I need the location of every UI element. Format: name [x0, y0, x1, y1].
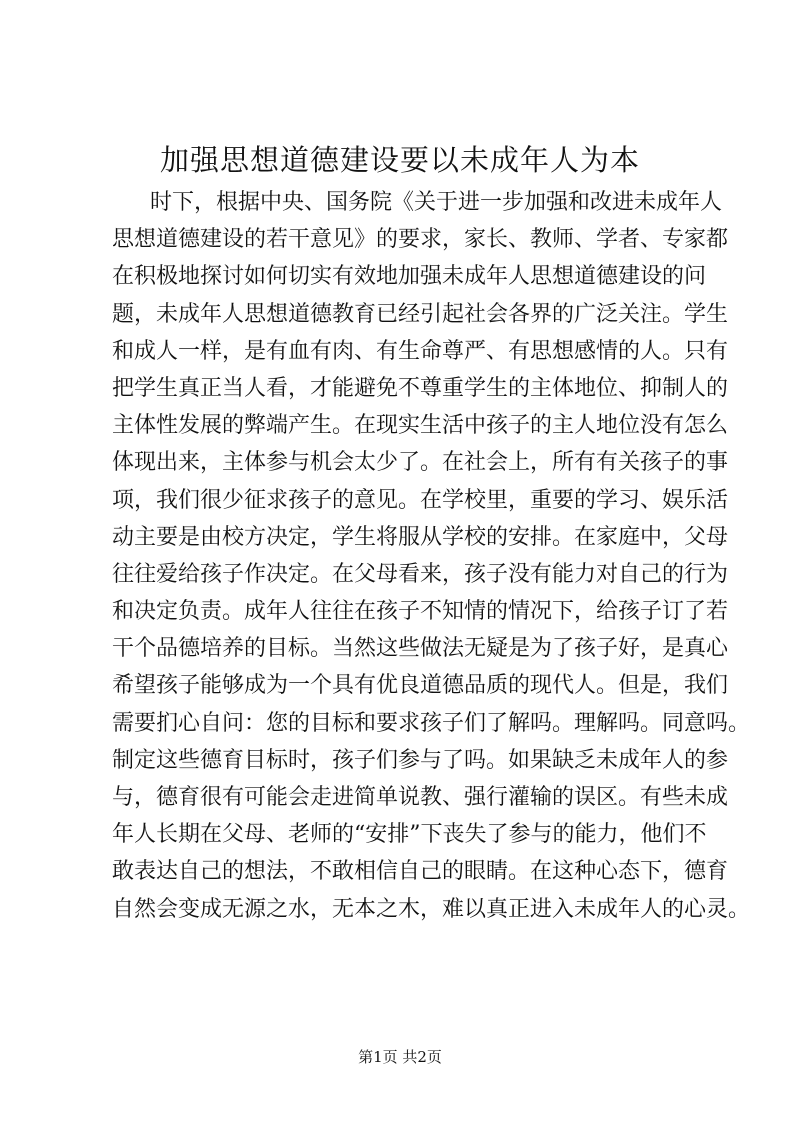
body-line: 和决定负责。成年人往往在孩子不知情的情况下，给孩子订了若 — [112, 599, 729, 625]
body-line: 主体性发展的弊端产生。在现实生活中孩子的主人地位没有怎么 — [112, 413, 729, 439]
document-body — [112, 184, 751, 928]
body-line: 自然会变成无源之水，无本之木，难以真正进入未成年人的心灵。 — [112, 896, 751, 922]
body-line: 体现出来，主体参与机会太少了。在社会上，所有有关孩子的事 — [112, 450, 729, 476]
body-line: 项，我们很少征求孩子的意见。在学校里，重要的学习、娱乐活 — [112, 487, 729, 513]
body-line: 干个品德培养的目标。当然这些做法无疑是为了孩子好，是真心 — [112, 636, 729, 662]
body-line: 希望孩子能够成为一个具有优良道德品质的现代人。但是，我们 — [112, 673, 729, 699]
body-line: 和成人一样，是有血有肉、有生命尊严、有思想感情的人。只有 — [112, 338, 729, 364]
body-line: 动主要是由校方决定，学生将服从学校的安排。在家庭中，父母 — [112, 524, 729, 550]
body-line: 年人长期在父母、老师的“安排”下丧失了参与的能力，他们不 — [112, 822, 707, 848]
body-line: 题，未成年人思想道德教育已经引起社会各界的广泛关注。学生 — [112, 301, 729, 327]
body-line: 需要扪心自问：您的目标和要求孩子们了解吗。理解吗。同意吗。 — [112, 710, 751, 736]
body-line: 制定这些德育目标时，孩子们参与了吗。如果缺乏未成年人的参 — [112, 747, 729, 773]
body-line: 敢表达自己的想法，不敢相信自己的眼睛。在这种心态下，德育 — [112, 859, 729, 885]
document-title: 加强思想道德建设要以未成年人为本 — [159, 143, 640, 177]
body-line: 与，德育很有可能会走进简单说教、强行灌输的误区。有些未成 — [112, 785, 729, 810]
body-line: 在积极地探讨如何切实有效地加强未成年人思想道德建设的问 — [112, 264, 707, 290]
page-number-footer: 第1页 共2页 — [358, 1048, 442, 1066]
body-line: 思想道德建设的若干意见》的要求，家长、教师、学者、专家都 — [112, 227, 729, 253]
body-line: 把学生真正当人看，才能避免不尊重学生的主体地位、抑制人的 — [112, 375, 729, 401]
body-line: 时下，根据中央、国务院《关于进一步加强和改进未成年人 — [150, 190, 723, 215]
body-line: 往往爱给孩子作决定。在父母看来，孩子没有能力对自己的行为 — [112, 561, 729, 587]
